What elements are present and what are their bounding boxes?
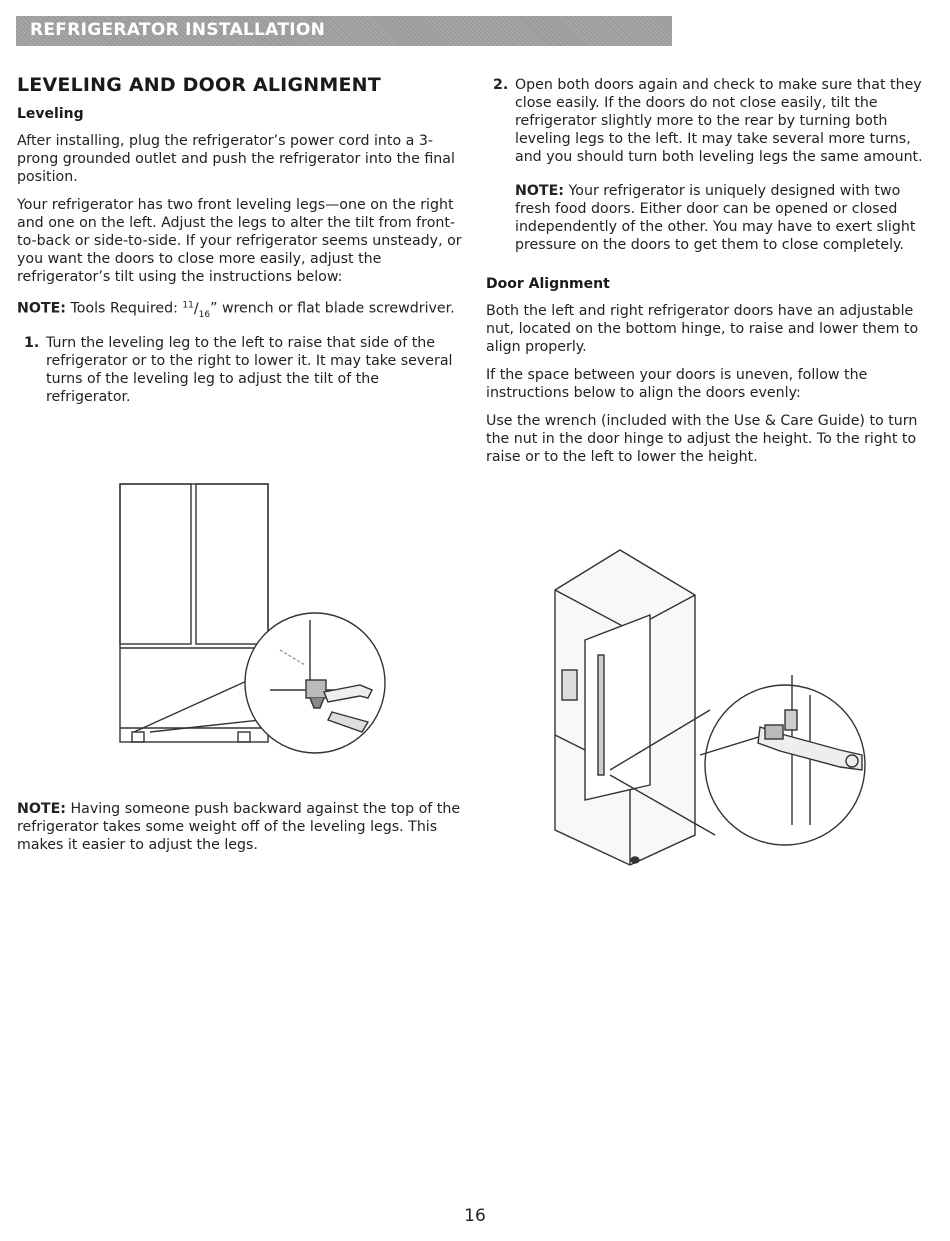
door-alignment-subtitle: Door Alignment xyxy=(486,276,610,292)
step-text: Open both doors again and check to make sure that they close easily. If the doors do not close easily, tilt the refrigerator slightly more to the rear by turning both leveling legs to the left. It may take several more turns, and you should turn both leveling legs the same amount. xyxy=(515,77,923,165)
left-column xyxy=(17,74,467,416)
note-label: NOTE: xyxy=(17,801,66,817)
step-text: Turn the leveling leg to the left to raise that side of the refrigerator or to the right to lower it. It may take several turns of the leveling leg to adjust the tilt of the refrigerator. xyxy=(46,334,453,405)
step-number: 1. xyxy=(24,334,40,351)
step-number: 2. xyxy=(493,77,509,93)
leveling-paragraph-2: Your refrigerator has two front leveling legs—one on the right and one on the left. Adjust the legs to alter the tilt from front-to-back or side-to-side. If your refrigerator seems unsteady, or you want the doors to close more easily, adjust the refrigerator’s tilt using the instructions below: xyxy=(17,197,462,285)
door-alignment-paragraph-2: If the space between your doors is uneven, follow the instructions below to align the doors evenly: xyxy=(486,367,868,401)
leveling-paragraph-1: After installing, plug the refrigerator’s power cord into a 3-prong grounded outlet and push the refrigerator into the final position. xyxy=(17,133,455,185)
note-text-end: ” wrench or flat blade screwdriver. xyxy=(210,300,455,317)
note-label: NOTE: xyxy=(17,300,66,317)
weight-note xyxy=(17,800,467,854)
banner-title: REFRIGERATOR INSTALLATION xyxy=(30,20,326,40)
leveling-leg-illustration xyxy=(110,480,390,760)
section-banner xyxy=(16,16,672,46)
door-hinge-illustration xyxy=(540,545,900,875)
fraction-numerator: 11 xyxy=(182,300,194,310)
step-2 xyxy=(486,76,932,166)
fraction-denominator: 16 xyxy=(198,309,211,320)
note-label: NOTE: xyxy=(515,183,564,199)
right-column xyxy=(486,76,932,476)
note-text: Your refrigerator is uniquely designed with two fresh food doors. Either door can be opened or closed independently of the other. You may have to exert slight pressure on the doors to get them to close completely. xyxy=(515,183,916,253)
door-alignment-paragraph-1: Both the left and right refrigerator doors have an adjustable nut, located on the bottom hinge, to raise and lower them to align properly. xyxy=(486,303,919,355)
tools-note xyxy=(17,296,467,324)
step-1 xyxy=(17,334,467,406)
section-title: LEVELING AND DOOR ALIGNMENT xyxy=(17,74,381,96)
doors-note xyxy=(486,182,932,254)
note-text: Having someone push backward against the top of the refrigerator takes some weight off of the leveling legs. This makes it easier to adjust the legs. xyxy=(17,801,461,853)
page-number: 16 xyxy=(464,1206,486,1226)
note-text: Tools Required: xyxy=(65,300,183,317)
leveling-subtitle: Leveling xyxy=(17,106,84,122)
wrench-size-fraction: $^{11}/_{16}$ xyxy=(182,300,211,320)
door-alignment-paragraph-3: Use the wrench (included with the Use & Care Guide) to turn the nut in the door hinge to adjust the height. To the right to raise or to the left to lower the height. xyxy=(486,413,918,465)
